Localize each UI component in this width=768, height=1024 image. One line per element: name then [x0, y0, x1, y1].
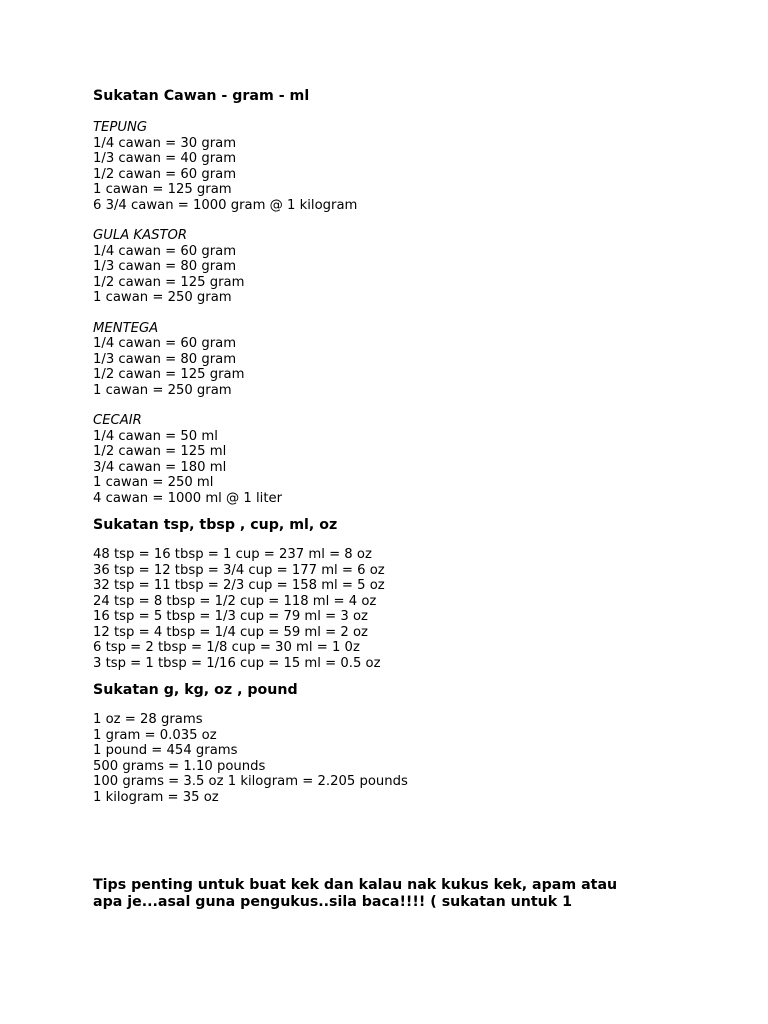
weight-line-6: 1 kilogram = 35 oz [93, 789, 219, 805]
gula-line-1: 1/4 cawan = 60 gram [93, 243, 237, 259]
weight-line-2: 1 gram = 0.035 oz [93, 727, 217, 743]
heading-g-kg-oz-pound: Sukatan g, kg, oz , pound [93, 682, 298, 698]
section-weight-conversions [93, 712, 733, 805]
heading-cawan-gram-ml: Sukatan Cawan - gram - ml [93, 88, 310, 104]
section-mentega [93, 321, 733, 399]
tsp-line-5: 16 tsp = 5 tbsp = 1/3 cup = 79 ml = 3 oz [93, 609, 368, 624]
cecair-line-4: 1 cawan = 250 ml [93, 475, 214, 490]
gula-line-4: 1 cawan = 250 gram [93, 290, 232, 305]
tsp-line-6: 12 tsp = 4 tbsp = 1/4 cup = 59 ml = 2 oz [93, 624, 368, 640]
tepung-line-2: 1/3 cawan = 40 gram [93, 151, 237, 166]
tsp-line-8: 3 tsp = 1 tbsp = 1/16 cup = 15 ml = 0.5 oz [93, 655, 381, 671]
cecair-line-5: 4 cawan = 1000 ml @ 1 liter [93, 490, 283, 506]
tepung-line-5: 6 3/4 cawan = 1000 gram @ 1 kilogram [93, 197, 358, 213]
section-title-mentega: MENTEGA [93, 320, 159, 336]
section-title-tepung: TEPUNG [93, 120, 148, 135]
cecair-line-2: 1/2 cawan = 125 ml [93, 444, 227, 459]
section-tsp-conversions [93, 547, 733, 671]
tepung-line-3: 1/2 cawan = 60 gram [93, 166, 237, 182]
weight-line-3: 1 pound = 454 grams [93, 743, 238, 758]
section-title-cecair: CECAIR [93, 413, 142, 428]
tsp-line-3: 32 tsp = 11 tbsp = 2/3 cup = 158 ml = 5 oz [93, 578, 385, 593]
mentega-line-4: 1 cawan = 250 gram [93, 382, 232, 398]
weight-line-1: 1 oz = 28 grams [93, 712, 203, 727]
tips-paragraph [93, 877, 733, 910]
tsp-line-7: 6 tsp = 2 tbsp = 1/8 cup = 30 ml = 1 0z [93, 640, 360, 655]
mentega-line-1: 1/4 cawan = 60 gram [93, 336, 237, 351]
tips-line-2: apa je...asal guna pengukus..sila baca!!!! ( sukatan untuk 1 [93, 893, 572, 910]
tsp-line-1: 48 tsp = 16 tbsp = 1 cup = 237 ml = 8 oz [93, 547, 372, 562]
heading-tsp-tbsp-cup: Sukatan tsp, tbsp , cup, ml, oz [93, 517, 338, 533]
mentega-line-3: 1/2 cawan = 125 gram [93, 367, 245, 382]
document-page [93, 87, 733, 910]
cecair-line-1: 1/4 cawan = 50 ml [93, 428, 218, 444]
tips-line-1: Tips penting untuk buat kek dan kalau nak kukus kek, apam atau [93, 877, 618, 893]
section-gula-kastor [93, 228, 733, 306]
weight-line-4: 500 grams = 1.10 pounds [93, 758, 266, 774]
tepung-line-4: 1 cawan = 125 gram [93, 182, 232, 197]
tsp-line-4: 24 tsp = 8 tbsp = 1/2 cup = 118 ml = 4 oz [93, 593, 377, 609]
gula-line-2: 1/3 cawan = 80 gram [93, 259, 237, 274]
cecair-line-3: 3/4 cawan = 180 ml [93, 459, 227, 475]
section-cecair [93, 413, 733, 506]
mentega-line-2: 1/3 cawan = 80 gram [93, 351, 237, 367]
section-title-gula-kastor: GULA KASTOR [93, 228, 188, 243]
section-tepung [93, 120, 733, 213]
tsp-line-2: 36 tsp = 12 tbsp = 3/4 cup = 177 ml = 6 oz [93, 562, 385, 578]
weight-line-5: 100 grams = 3.5 oz 1 kilogram = 2.205 pounds [93, 774, 408, 789]
gula-line-3: 1/2 cawan = 125 gram [93, 274, 245, 290]
tepung-line-1: 1/4 cawan = 30 gram [93, 135, 237, 151]
